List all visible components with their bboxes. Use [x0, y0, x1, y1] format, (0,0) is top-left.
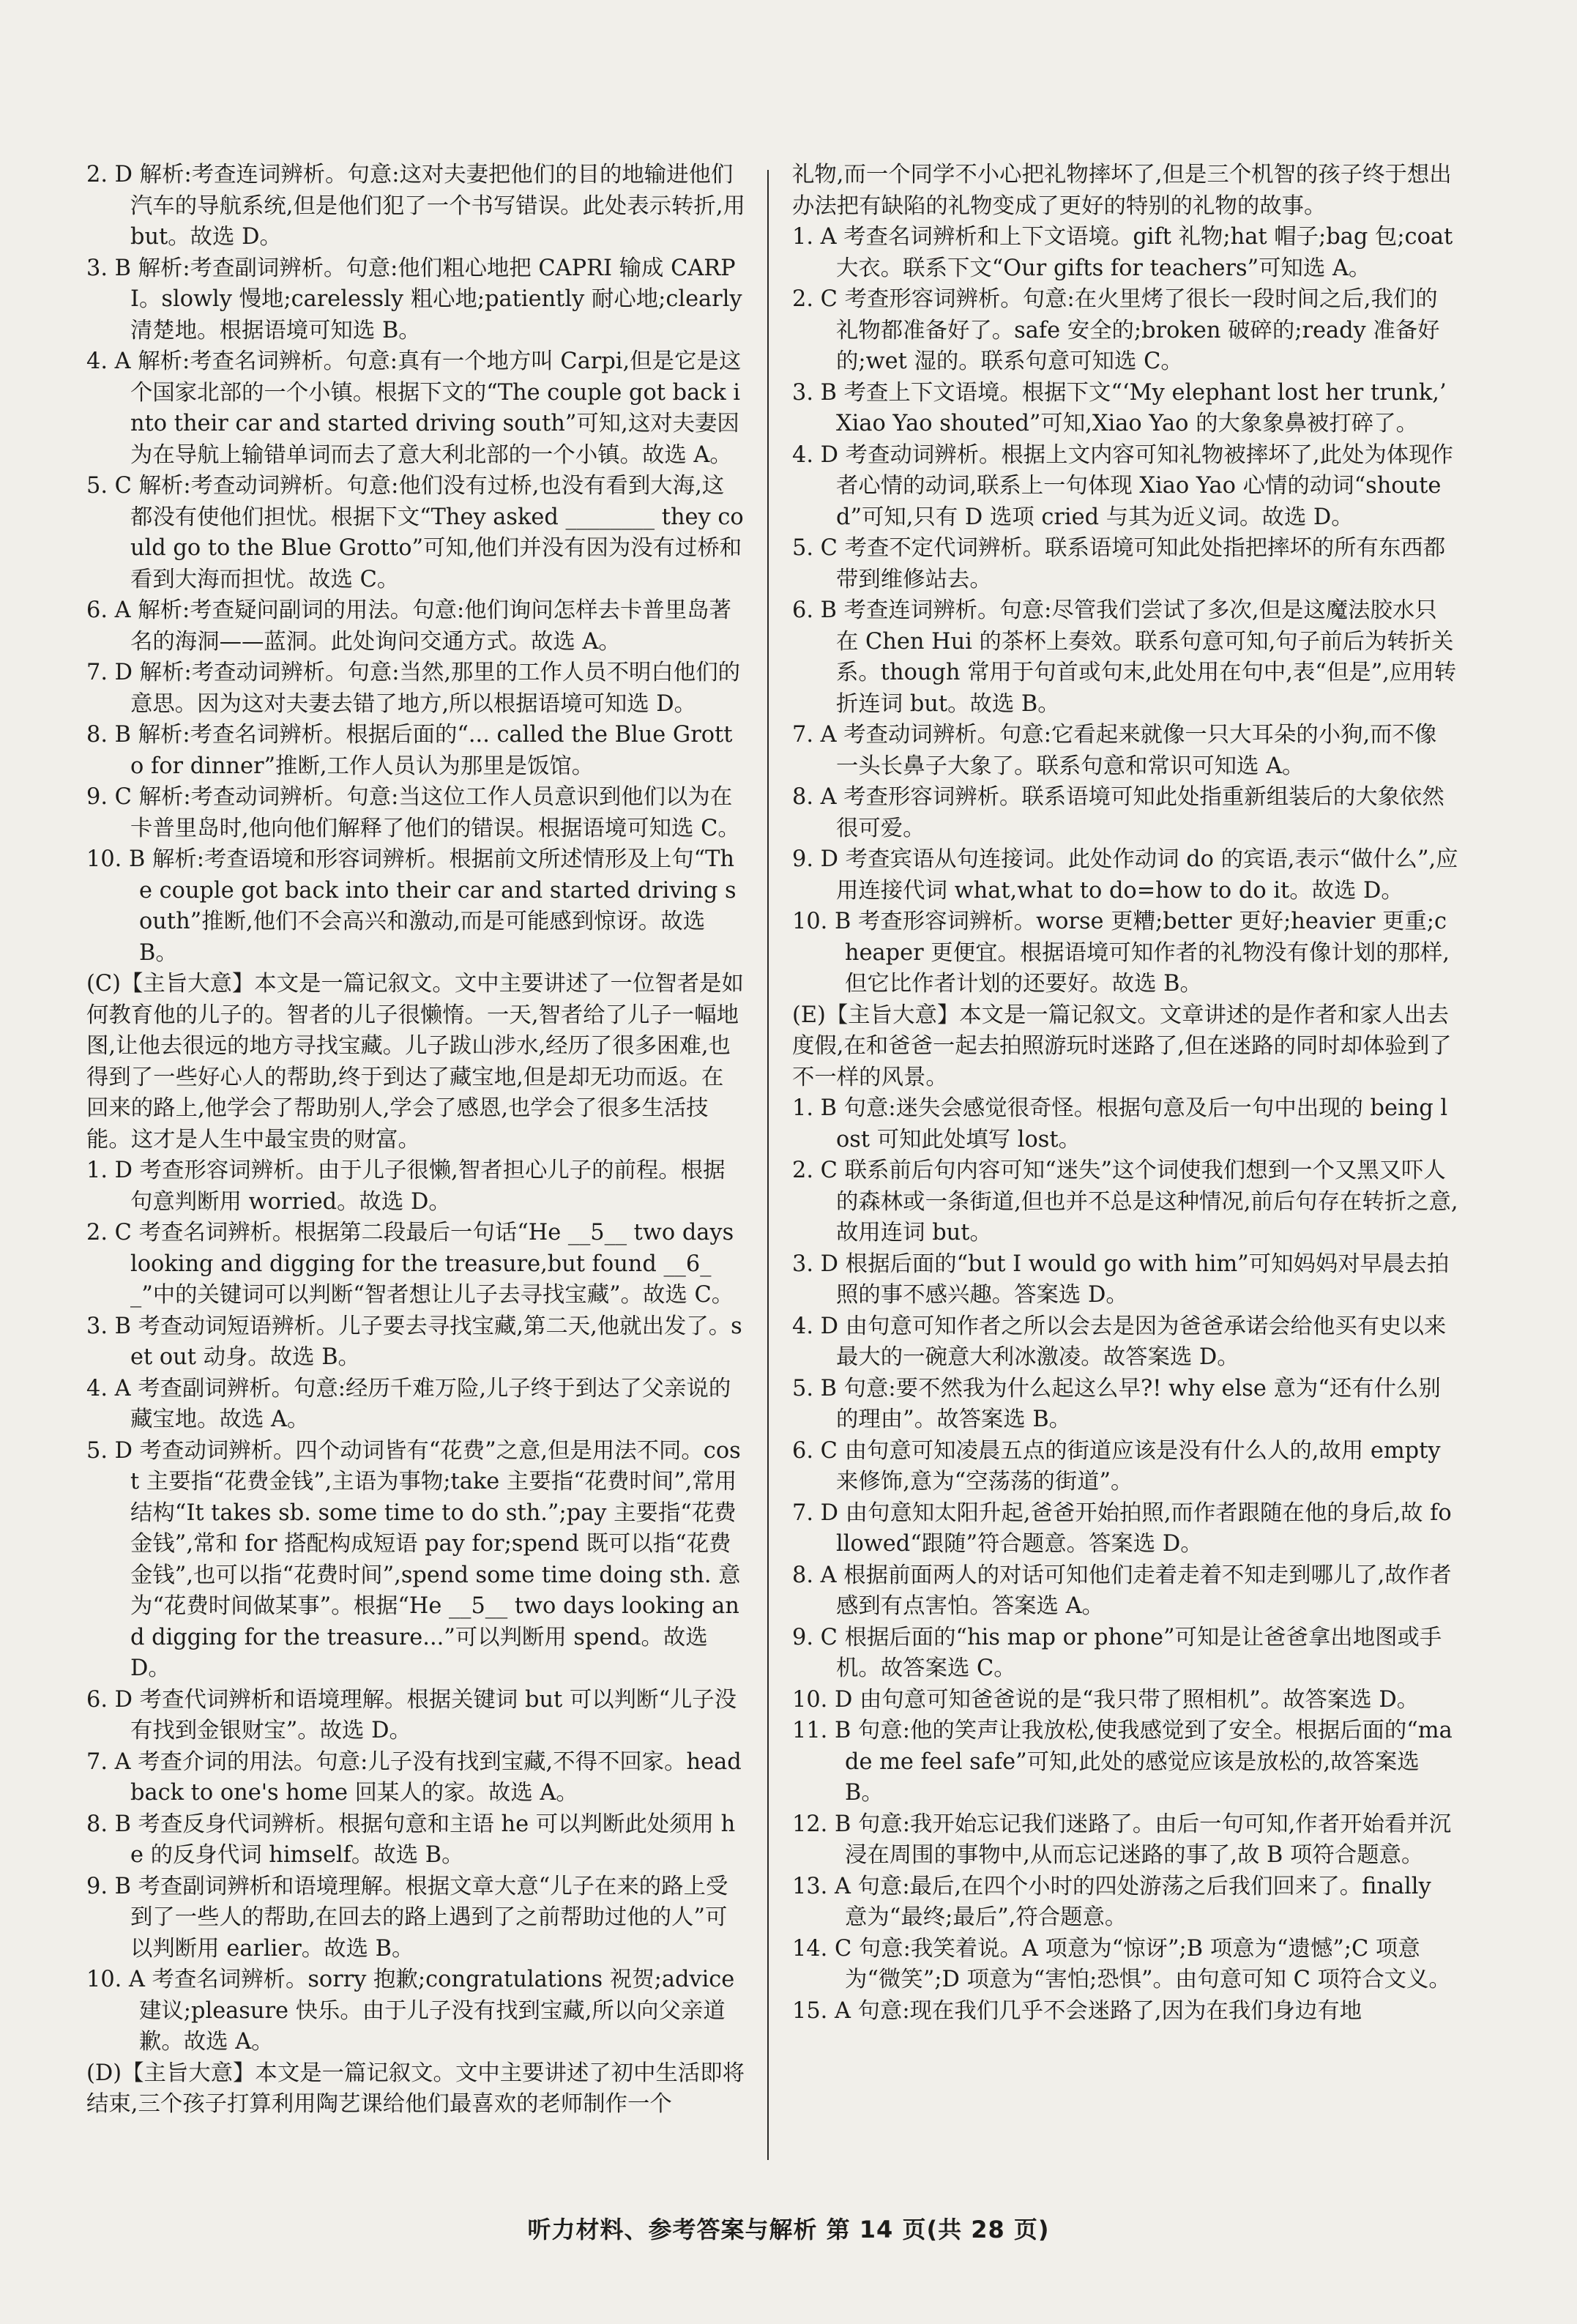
answer-item: 1. A 考查名词辨析和上下文语境。gift 礼物;hat 帽子;bag 包;coat 大衣。联系下文“Our gifts for teachers”可知选 A。 — [792, 224, 1453, 281]
section-summary: (D)【主旨大意】本文是一篇记叙文。文中主要讲述了初中生活即将结束,三个孩子打算利用陶艺课给他们最喜欢的老师制作一个 — [86, 2060, 745, 2117]
answer-item: 14. C 句意:我笑着说。A 项意为“惊讶”;B 项意为“遗憾”;C 项意为“微笑”;D 项意为“害怕;恐惧”。由句意可知 C 项符合文义。 — [792, 1935, 1451, 1992]
answer-item: 1. B 句意:迷失会感觉很奇怪。根据句意及后一句中出现的 being lost 可知此处填写 lost。 — [792, 1095, 1448, 1152]
answer-item: 2. C 考查名词辨析。根据第二段最后一句话“He __5__ two days looking and digging for the treasure,but found __6__”中的关键词可以判断“智者想让儿子去寻找宝藏”。故选 C。 — [86, 1220, 734, 1308]
answer-item: 12. B 句意:我开始忘记我们迷路了。由后一句可知,作者开始看并沉浸在周围的事物中,从而忘记迷路的事了,故 B 项符合题意。 — [792, 1811, 1452, 1868]
answer-item: 8. A 根据前面两人的对话可知他们走着走着不知走到哪儿了,故作者感到有点害怕。答案选 A。 — [792, 1562, 1452, 1619]
answer-item: 13. A 句意:最后,在四个小时的四处游荡之后我们回来了。finally 意为“最终;最后”,符合题意。 — [792, 1873, 1431, 1930]
left-column — [86, 160, 745, 2120]
answer-item: 6. C 由句意可知凌晨五点的街道应该是没有什么人的,故用 empty 来修饰,意为“空荡荡的街道”。 — [792, 1437, 1441, 1494]
answer-item: 9. B 考查副词辨析和语境理解。根据文章大意“儿子在来的路上受到了一些人的帮助,在回去的路上遇到了之前帮助过他的人”可以判断用 earlier。故选 B。 — [86, 1873, 728, 1962]
answer-item: 5. C 解析:考查动词辨析。句意:他们没有过桥,也没有看到大海,这都没有使他们担忧。根据下文“They asked ________ they could go to the Blue Grotto”可知,他们并没有因为没有过桥和看到大海而担忧。故选 C。 — [86, 473, 744, 592]
answer-item: 11. B 句意:他的笑声让我放松,使我感觉到了安全。根据后面的“made me feel safe”可知,此处的感觉应该是放松的,故答案选 B。 — [792, 1718, 1453, 1806]
answer-item: 4. D 考查动词辨析。根据上文内容可知礼物被摔坏了,此处为体现作者心情的动词,联系上一句体现 Xiao Yao 心情的动词“shouted”可知,只有 D 选项 cried 与其为近义词。故选 D。 — [792, 442, 1453, 530]
answer-item: 4. D 由句意可知作者之所以会去是因为爸爸承诺会给他买有史以来最大的一碗意大利冰激凌。故答案选 D。 — [792, 1313, 1447, 1370]
answer-item: 10. D 由句意可知爸爸说的是“我只带了照相机”。故答案选 D。 — [792, 1686, 1420, 1713]
answer-item: 9. C 解析:考查动词辨析。句意:当这位工作人员意识到他们以为在卡普里岛时,他向他们解释了他们的错误。根据语境可知选 C。 — [86, 784, 740, 841]
answer-item: 2. C 考查形容词辨析。句意:在火里烤了很长一段时间之后,我们的礼物都准备好了。safe 安全的;broken 破碎的;ready 准备好的;wet 湿的。联系句意可知选 C。 — [792, 286, 1440, 374]
answer-item: 5. C 考查不定代词辨析。联系语境可知此处指把摔坏的所有东西都带到维修站去。 — [792, 535, 1446, 592]
page-footer: 听力材料、参考答案与解析 第 14 页(共 28 页) — [527, 2216, 1050, 2243]
section-summary: (C)【主旨大意】本文是一篇记叙文。文中主要讲述了一位智者是如何教育他的儿子的。智者的儿子很懒惰。一天,智者给了儿子一幅地图,让他去很远的地方寻找宝藏。儿子跋山涉水,经历了很多困难,也得到了一些好心人的帮助,终于到达了藏宝地,但是却无功而返。在回来的路上,他学会了帮助别人,学会了感恩,也学会了很多生活技能。这才是人生中最宝贵的财富。 — [86, 971, 744, 1152]
column-divider — [767, 170, 769, 2160]
answer-item: 15. A 句意:现在我们几乎不会迷路了,因为在我们身边有地 — [792, 1997, 1362, 2024]
answer-item: 5. B 句意:要不然我为什么起这么早?! why else 意为“还有什么别的理由”。故答案选 B。 — [792, 1375, 1441, 1432]
answer-item: 8. B 解析:考查名词辨析。根据后面的“... called the Blue Grotto for dinner”推断,工作人员认为那里是饭馆。 — [86, 722, 733, 779]
answer-item: 7. D 解析:考查动词辨析。句意:当然,那里的工作人员不明白他们的意思。因为这对夫妻去错了地方,所以根据语境可知选 D。 — [86, 660, 740, 717]
answer-item: 3. D 根据后面的“but I would go with him”可知妈妈对早晨去拍照的事不感兴趣。答案选 D。 — [792, 1251, 1450, 1308]
answer-item: 6. B 考查连词辨析。句意:尽管我们尝试了多次,但是这魔法胶水只在 Chen Hui 的茶杯上奏效。联系句意可知,句子前后为转折关系。though 常用于句首或句末,此处用在句中,表“但是”,应用转折连词 but。故选 B。 — [792, 597, 1456, 717]
section-summary: (E)【主旨大意】本文是一篇记叙文。文章讲述的是作者和家人出去度假,在和爸爸一起去拍照游玩时迷路了,但在迷路的同时却体验到了不一样的风景。 — [792, 1002, 1452, 1090]
right-column — [792, 160, 1458, 2027]
answer-item: 7. A 考查动词辨析。句意:它看起来就像一只大耳朵的小狗,而不像一头长鼻子大象了。联系句意和常识可知选 A。 — [792, 722, 1437, 779]
answer-item: 6. D 考查代词辨析和语境理解。根据关键词 but 可以判断“儿子没有找到金银财宝”。故选 D。 — [86, 1686, 737, 1743]
answer-item: 10. A 考查名词辨析。sorry 抱歉;congratulations 祝贺;advice 建议;pleasure 快乐。由于儿子没有找到宝藏,所以向父亲道歉。故选 A。 — [86, 1967, 735, 2055]
answer-item: 10. B 解析:考查语境和形容词辨析。根据前文所述情形及上句“The couple got back into their car and started driving south”推断,他们不会高兴和激动,而是可能感到惊讶。故选 B。 — [86, 846, 737, 966]
answer-item: 8. A 考查形容词辨析。联系语境可知此处指重新组装后的大象依然很可爱。 — [792, 784, 1444, 841]
answer-item: 4. A 解析:考查名词辨析。句意:真有一个地方叫 Carpi,但是它是这个国家北部的一个小镇。根据下文的“The couple got back into their car and started driving south”可知,这对夫妻因为在导航上输错单词而去了意大利北部的一个小镇。故选 A。 — [86, 349, 742, 468]
answer-item: 3. B 考查上下文语境。根据下文“‘My elephant lost her trunk,’ Xiao Yao shouted”可知,Xiao Yao 的大象象鼻被打碎了。 — [792, 379, 1447, 436]
answer-item: 5. D 考查动词辨析。四个动词皆有“花费”之意,但是用法不同。cost 主要指“花费金钱”,主语为事物;take 主要指“花费时间”,常用结构“It takes sb. some time to do sth.”;pay 主要指“花费金钱”,常和 for 搭配构成短语 pay for;spend 既可以指“花费金钱”,也可以指“花费时间”,spend some time doing sth. 意为“花费时间做某事”。根据“He __5__ two days looking and digging for the treasure...”可以判断用 spend。故选 D。 — [86, 1437, 741, 1681]
answer-item: 1. D 考查形容词辨析。由于儿子很懒,智者担心儿子的前程。根据句意判断用 worried。故选 D。 — [86, 1158, 726, 1215]
answer-item: 7. D 由句意知太阳升起,爸爸开始拍照,而作者跟随在他的身后,故 followed“跟随”符合题意。答案选 D。 — [792, 1500, 1452, 1557]
answer-item: 6. A 解析:考查疑问副词的用法。句意:他们询问怎样去卡普里岛著名的海洞——蓝洞。此处询问交通方式。故选 A。 — [86, 597, 731, 655]
answer-item: 7. A 考查介词的用法。句意:儿子没有找到宝藏,不得不回家。head back to one's home 回某人的家。故选 A。 — [86, 1748, 742, 1806]
answer-item: 8. B 考查反身代词辨析。根据句意和主语 he 可以判断此处须用 he 的反身代词 himself。故选 B。 — [86, 1811, 736, 1868]
answer-item: 4. A 考查副词辨析。句意:经历千难万险,儿子终于到达了父亲说的藏宝地。故选 A。 — [86, 1375, 731, 1432]
answer-item: 9. C 根据后面的“his map or phone”可知是让爸爸拿出地图或手机。故答案选 C。 — [792, 1624, 1442, 1681]
answer-item: 10. B 考查形容词辨析。worse 更糟;better 更好;heavier 更重;cheaper 更便宜。根据语境可知作者的礼物没有像计划的那样,但它比作者计划的还要好。故选 B。 — [792, 909, 1450, 997]
answer-item: 9. D 考查宾语从句连接词。此处作动词 do 的宾语,表示“做什么”,应用连接代词 what,what to do=how to do it。故选 D。 — [792, 846, 1458, 904]
answer-item: 3. B 解析:考查副词辨析。句意:他们粗心地把 CAPRI 输成 CARPI。slowly 慢地;carelessly 粗心地;patiently 耐心地;clearly 清楚地。根据语境可知选 B。 — [86, 255, 742, 343]
answer-item: 2. D 解析:考查连词辨析。句意:这对夫妻把他们的目的地输进他们汽车的导航系统,但是他们犯了一个书写错误。此处表示转折,用 but。故选 D。 — [86, 162, 745, 250]
section-summary: 礼物,而一个同学不小心把礼物摔坏了,但是三个机智的孩子终于想出办法把有缺陷的礼物变成了更好的特别的礼物的故事。 — [792, 162, 1452, 219]
answer-item: 3. B 考查动词短语辨析。儿子要去寻找宝藏,第二天,他就出发了。set out 动身。故选 B。 — [86, 1313, 742, 1370]
answer-item: 2. C 联系前后句内容可知“迷失”这个词使我们想到一个又黑又吓人的森林或一条街道,但也并不总是这种情况,前后句存在转折之意,故用连词 but。 — [792, 1158, 1458, 1245]
